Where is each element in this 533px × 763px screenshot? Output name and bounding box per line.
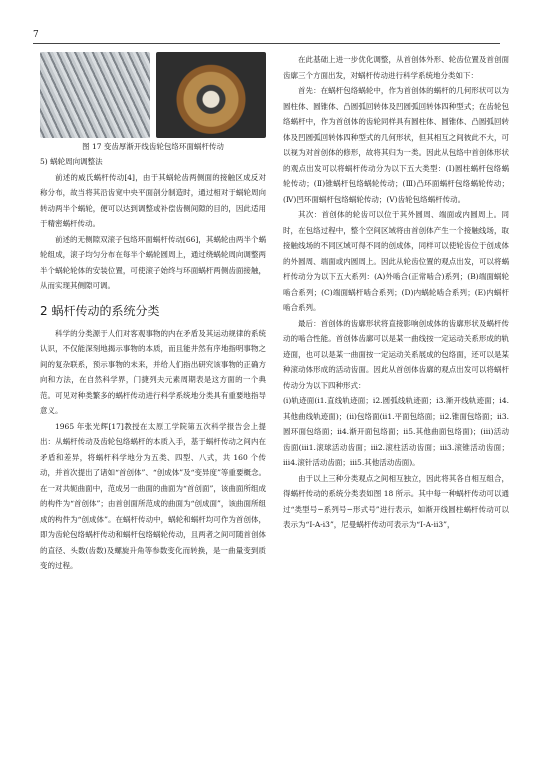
paragraph: (i)轨迹面(i1.直线轨迹面；i2.圆弧线轨迹面；i3.渐开线轨迹面；i4.其他曲线轨迹面)；(ii)包络面(ii1.平面包络面；ii2.锥面包络面；ii3.圆环面包络面；ii4.渐开面包络面；ii5.其他曲面包络面)；(iii)活动齿面(iii1.滚球活动齿面；iii2.滚柱活动齿面；iii3.滚锥活动齿面；iii4.滚针活动齿面；iii5.其他活动齿面)。	[283, 396, 509, 467]
right-column	[283, 52, 509, 533]
left-column	[40, 52, 266, 574]
paragraph: 最后：首创体的齿廓形状将直接影响创成体的齿廓形状及蜗杆传动的啮合性能。首创体齿廓可以是某一曲线按一定运动关系形成的轨迹面，也可以是某一曲面按一定运动关系展成的包络面，还可以是某种滚动体形成的活动齿面。因此从首创体齿廓的观点出发可以将蜗杆传动分为以下四种形式：	[283, 318, 509, 390]
figure-caption: 图 17 变齿厚渐开线齿轮包络环面蜗杆传动	[82, 142, 224, 151]
subsection-heading: 5) 蜗轮周向调整法	[40, 157, 103, 166]
paragraph: 前述的无侧隙双滚子包络环面蜗杆传动[66]，其蜗轮由两半个蜗轮组成，滚子均匀分布在每半个蜗轮圆周上，通过绕蜗轮周向调整两半个蜗轮轮体的安装位置，可使滚子始终与环面蜗杆两侧齿面接触，从而实现其侧隙可调。	[40, 234, 266, 290]
paragraph: 首先：在蜗杆包络蜗轮中，作为首创体的蜗杆的几何形状可以为圆柱体、圆锥体、凸圆弧回转体及凹圆弧回转体四种型式；在齿轮包络蜗杆中，作为首创体的齿轮同样具有圆柱体、圆锥体、凸圆弧回转体及凹圆弧回转体四种型式的几何形状，但其相互之间彼此不大，可以视为对首创体的修形，故将其归为一类。因此从包络中首创体形状的观点出发可以将蜗杆传动分为以下五大类型：(Ⅰ)圆柱蜗杆包络蜗轮传动；(Ⅱ)锥蜗杆包络蜗轮传动；(Ⅲ)凸环面蜗杆包络蜗轮传动；(Ⅳ)凹环面蜗杆包络蜗轮传动；(Ⅴ)齿轮包络蜗杆传动。	[283, 86, 509, 204]
page-number: 7	[33, 30, 39, 40]
paragraph: 科学的分类源于人们对客观事物的内在矛盾及其运动规律的系统认识，不仅能深刻地揭示事物的本质，而且能井然有序地指明事物之间的复杂联系，预示事物的未来，并给人们指出研究该事物的正确方向和方法，在自然科学界，门捷列夫元素周期表是这方面的一个典范。可见对种类繁多的蜗杆传动进行科学系统地分类具有重要地指导意义。	[40, 328, 266, 415]
figure-17	[40, 52, 266, 138]
paragraph: 由于以上三种分类观点之间相互独立，因此将其各自相互组合，得蜗杆传动的系统分类表如图 18 所示。其中每一种蜗杆传动可以通过“类型号−系列号−形式号”进行表示，如渐开线圆柱蜗杆传动可以表示为“I-A-i3”，尼曼蜗杆传动可表示为“I-A-ii3”，	[283, 473, 509, 529]
worm-gear-photo-left	[40, 52, 150, 138]
paragraph: 1965 年张光辉[17]教授在太原工学院第五次科学报告会上提出：从蜗杆传动及齿轮包络蜗杆的本质入手，基于蜗杆传动之间内在矛盾和差异，将蜗杆科学地分为五类、四型、八式，共 160 个传动，并首次提出了诸如“首创体”、“创成体”及“变异度”等重要概念。在一对共轭曲面中，范成另一曲面的曲面为“首创面”，该曲面所组成的构件为“首创体”；由首创面所范成的曲面为“创成面”，该曲面所组成的构件为“创成体”。在蜗杆传动中，蜗轮和蜗杆均可作为首创体，即为齿轮包络蜗杆传动和蜗杆包络蜗轮传动，且两者之间可随首创体的直径、头数(齿数)及螺旋升角等参数变化而转换，是一曲量变到质变的过程。	[40, 421, 266, 570]
paragraph: 前述的威氏蜗杆传动[4]，由于其蜗轮齿两侧面的接触区成反对称分布，故当将其沿齿宽中央平面剖分制造时，通过相对于蜗轮周向转动两半个蜗轮，便可以达到调整或补偿齿侧间隙的目的，因此适用于精密蜗杆传动。	[40, 172, 266, 228]
worm-gear-photo-right	[156, 52, 266, 138]
header-rule	[33, 43, 500, 44]
paragraph: 其次：首创体的轮齿可以位于其外圆周、端面或内圆周上。同时，在包络过程中，整个空间区域将由首创体产生一个接触线场，取接触线场的不同区域可得不同的创成体，同样可以使轮齿位于创成体的外圆周、端面或内圆周上。因此从轮齿位置的观点出发，可以将蜗杆传动分为以下五大系列：(A)外啮合(正常啮合)系列；(B)端面蜗轮啮合系列；(C)端面蜗杆啮合系列；(D)内蜗轮啮合系列；(E)内蜗杆啮合系列。	[283, 210, 509, 312]
section-heading: 2 蜗杆传动的系统分类	[40, 303, 160, 318]
paragraph: 在此基础上进一步优化调整，从首创体外形、轮齿位置及首创面齿廓三个方面出发，对蜗杆传动进行科学系统地分类如下：	[283, 55, 509, 80]
